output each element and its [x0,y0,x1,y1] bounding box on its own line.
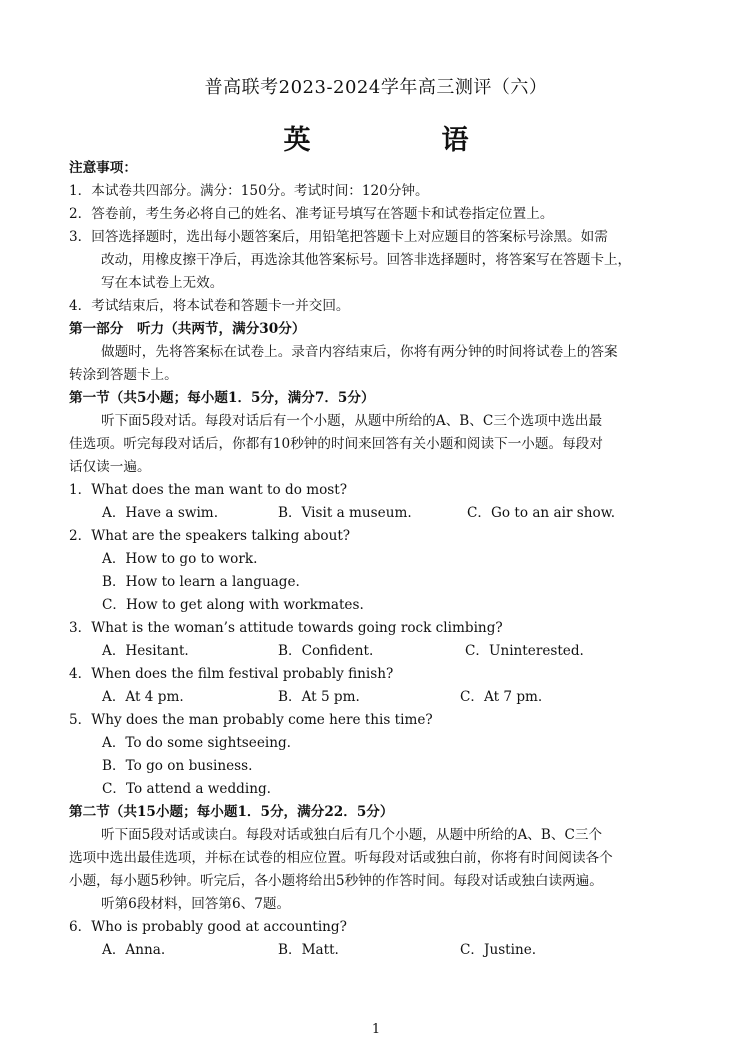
option-b: B．At 5 pm. [278,689,360,705]
notice-item: 3．回答选择题时，选出每小题答案后，用铅笔把答题卡上对应题目的答案标号涂黑。如需 [69,229,608,245]
option-b: B．Visit a museum. [278,505,412,521]
option-b: B．Confident. [278,643,374,659]
option-b: B．To go on business. [102,758,253,774]
option-a: A．Have a swim. [102,505,219,521]
question-text: 5．Why does the man probably come here this time? [69,712,433,728]
option-a: A．To do some sightseeing. [102,735,291,751]
notice-item: 1．本试卷共四部分。满分：150分。考试时间：120分钟。 [69,183,429,199]
notice-item: 改动，用橡皮擦干净后，再选涂其他答案标号。回答非选择题时，将答案写在答题卡上， [101,252,632,268]
notice-item: 4．考试结束后，将本试卷和答题卡一并交回。 [69,298,350,314]
section-intro: 听第6段材料，回答第6、7题。 [101,896,291,912]
section-intro: 选项中选出最佳选项，并标在试卷的相应位置。听每段对话或独白前，你将有时间阅读各个 [69,850,613,866]
part-intro: 转涂到答题卡上。 [69,367,178,383]
section-intro: 话仅读一遍。 [69,459,151,475]
part-heading: 第一部分 听力（共两节，满分30分） [69,321,306,337]
question-text: 4．When does the film festival probably finish? [69,666,394,682]
notice-item: 写在本试卷上无效。 [101,275,224,291]
option-b: B．How to learn a language. [102,574,300,590]
notice-heading: 注意事项： [69,160,137,176]
notice-item: 2．答卷前，考生务必将自己的姓名、准考证号填写在答题卡和试卷指定位置上。 [69,206,554,222]
part-intro: 做题时，先将答案标在试卷上。录音内容结束后，你将有两分钟的时间将试卷上的答案 [101,344,618,360]
option-c: C．Go to an air show. [467,505,616,521]
question-text: 6．Who is probably good at accounting? [69,919,347,935]
section-intro: 听下面5段对话或读白。每段对话或独白后有几个小题，从题中所给的A、B、C三个 [101,827,603,843]
question-text: 3．What is the woman’s attitude towards going rock climbing? [69,620,503,636]
option-c: C．Uninterested. [465,643,584,659]
section-intro: 佳选项。听完每段对话后，你都有10秒钟的时间来回答有关小题和阅读下一小题。每段对 [69,436,603,452]
option-c: C．To attend a wedding. [102,781,271,797]
section-intro: 听下面5段对话。每段对话后有一个小题，从题中所给的A、B、C三个选项中选出最 [101,413,603,429]
option-c: C．Justine. [460,942,537,958]
exam-title: 普高联考2023-2024学年高三测评（六） [204,77,548,98]
question-text: 1．What does the man want to do most? [69,482,347,498]
option-a: A．Anna. [102,942,166,958]
option-c: C．How to get along with workmates. [102,597,364,613]
section-heading: 第二节（共15小题；每小题1．5分，满分22．5分） [69,804,394,820]
question-text: 2．What are the speakers talking about? [69,528,351,544]
option-b: B．Matt. [278,942,339,958]
option-a: A．At 4 pm. [102,689,184,705]
section-intro: 小题，每小题5秒钟。听完后，各小题将给出5秒钟的作答时间。每段对话或独白读两遍。 [69,873,603,889]
option-a: A．Hesitant. [102,643,189,659]
option-a: A．How to go to work. [102,551,258,567]
subject-title: 英 语 [283,125,521,156]
option-c: C．At 7 pm. [460,689,543,705]
section-heading: 第一节（共5小题；每小题1．5分，满分7．5分） [69,390,375,406]
page-number: 1 [371,1022,381,1037]
